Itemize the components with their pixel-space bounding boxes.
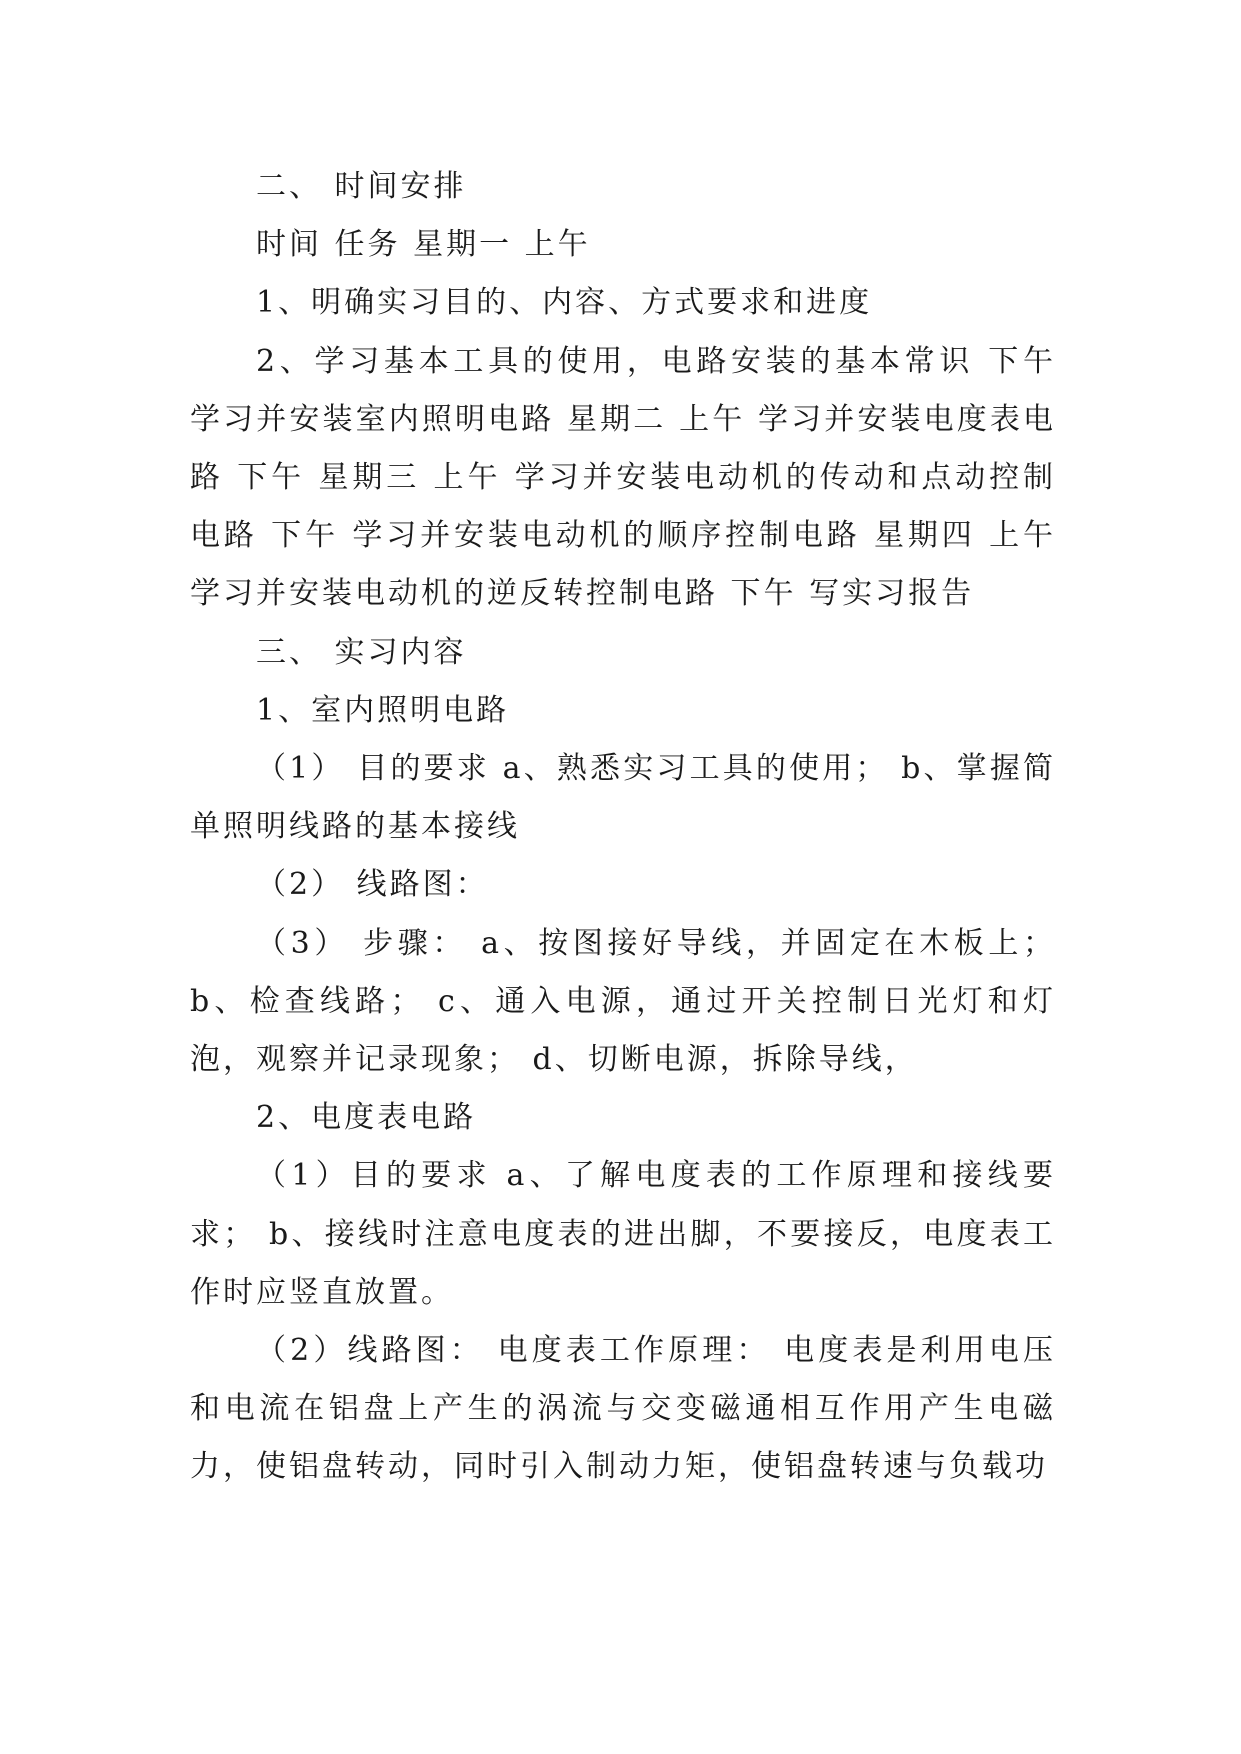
section-heading-schedule: 二、 时间安排 bbox=[256, 169, 467, 204]
subsection-lighting-circuit: 1、室内照明电路 bbox=[256, 692, 510, 728]
schedule-item-1: 1、明确实习目的、内容、方式要求和进度 bbox=[256, 285, 873, 321]
document-body bbox=[190, 158, 1056, 1497]
meter-diagram-principle: （2）线路图： 电度表工作原理： 电度表是利用电压和电流在铝盘上产生的涡流与交变磁通相互作用产生电磁力，使铝盘转动，同时引入制动力矩，使铝盘转速与负载功 bbox=[190, 1333, 1056, 1485]
schedule-header: 时间 任务 星期一 上午 bbox=[256, 227, 591, 263]
schedule-item-2: 2、学习基本工具的使用，电路安装的基本常识 下午 学习并安装室内照明电路 星期二 上午 学习并安装电度表电路 下午 星期三 上午 学习并安装电动机的传动和点动控制电路 下午 学习并安装电动机的顺序控制电路 星期四 上午 学习并安装电动机的逆反转控制电路 下午 写实习报告 bbox=[190, 343, 1056, 612]
section-heading-content: 三、 实习内容 bbox=[256, 634, 467, 670]
lighting-purpose: （1） 目的要求 a、熟悉实习工具的使用； b、掌握简单照明线路的基本接线 bbox=[190, 751, 1056, 845]
subsection-meter-circuit: 2、电度表电路 bbox=[256, 1100, 477, 1136]
lighting-diagram: （2） 线路图： bbox=[256, 867, 489, 903]
meter-purpose: （1）目的要求 a、了解电度表的工作原理和接线要求； b、接线时注意电度表的进出脚，不要接反，电度表工作时应竖直放置。 bbox=[190, 1158, 1056, 1310]
lighting-steps: （3） 步骤： a、按图接好导线，并固定在木板上； b、检查线路； c、通入电源，通过开关控制日光灯和灯泡，观察并记录现象； d、切断电源，拆除导线， bbox=[190, 925, 1056, 1078]
